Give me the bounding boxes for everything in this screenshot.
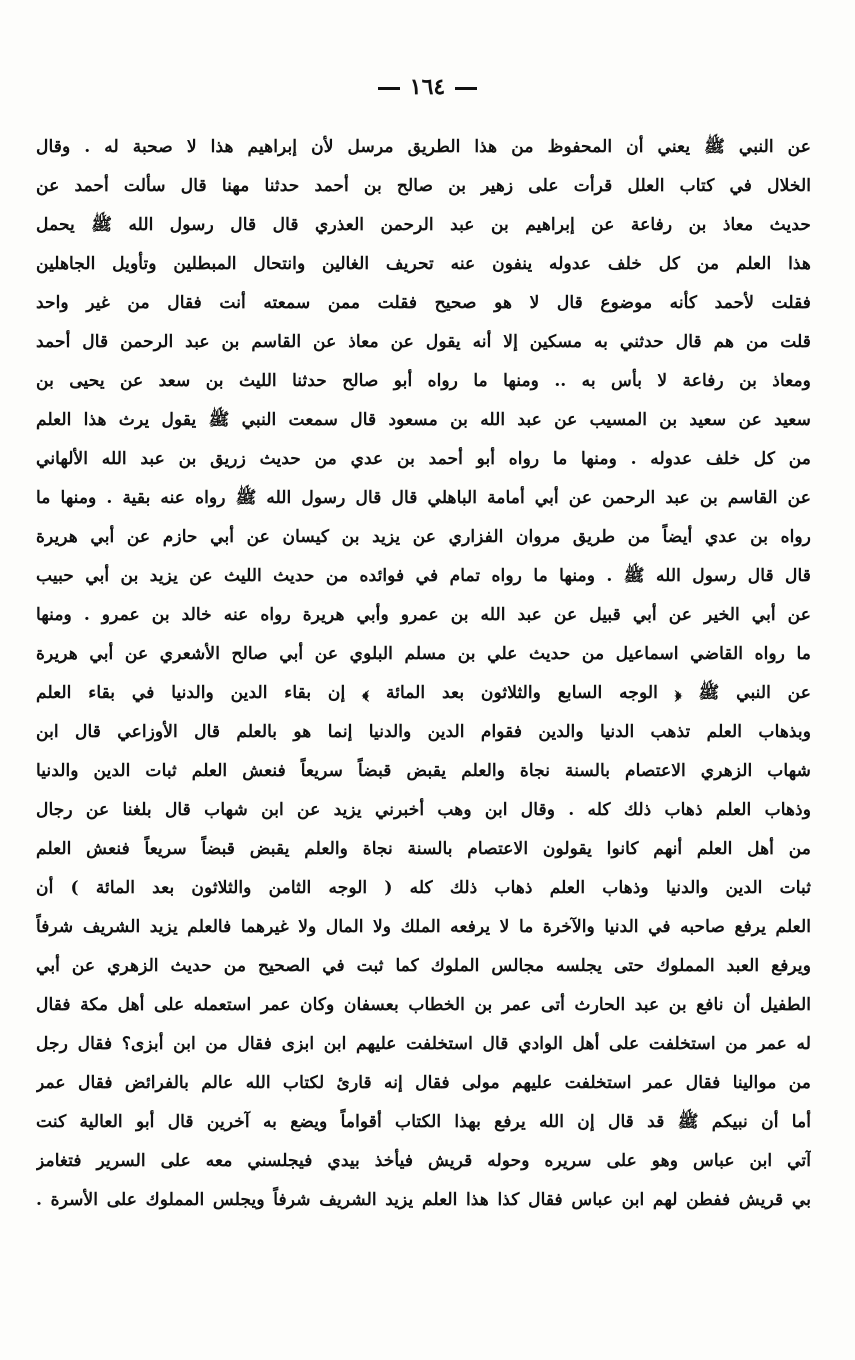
page-number-dash-left xyxy=(378,87,400,90)
text-line: عن أبي الخير عن أبي قبيل عن عبد الله بن عمرو وأبي هريرة رواه عنه خالد بن عمرو . ومنها xyxy=(36,605,811,625)
text-line: هذا العلم من كل خلف عدوله ينفون عنه تحريف الغالين وانتحال المبطلين وتأويل الجاهلين xyxy=(36,254,811,274)
text-line: أما أن نبيكم ﷺ قد قال إن الله يرفع بهذا الكتاب أقواماً ويضع به آخرين قال أبو العالية كنت xyxy=(36,1112,811,1132)
text-line: حديث معاذ بن رفاعة عن إبراهيم بن عبد الرحمن العذري قال قال رسول الله ﷺ يحمل xyxy=(36,215,811,235)
text-line: العلم يرفع صاحبه في الدنيا والآخرة ما لا يرفعه الملك ولا المال ولا غيرهما فالعلم يزيد الشريف شرفاً xyxy=(36,917,811,937)
text-line: عن النبي ﷺ يعني أن المحفوظ من هذا الطريق مرسل لأن إبراهيم هذا لا صحبة له . وقال xyxy=(36,137,811,157)
text-line: قال قال رسول الله ﷺ . ومنها ما رواه تمام في فوائده من حديث الليث عن يزيد بن أبي حبيب xyxy=(36,566,811,586)
text-line: قلت من هم قال حدثني به مسكين إلا أنه يقول عن معاذ عن القاسم بن عبد الرحمن قال أحمد xyxy=(36,332,811,352)
text-line: فقلت لأحمد كأنه موضوع قال لا هو صحيح فقلت ممن سمعته أنت فقال من غير واحد xyxy=(36,293,811,313)
text-line: من موالينا فقال عمر استخلفت عليهم مولى فقال إنه قارئ لكتاب الله عالم بالفرائض فقال عمر xyxy=(36,1073,811,1093)
text-line: ثبات الدين والدنيا وذهاب العلم ذهاب ذلك كله ( الوجه الثامن والثلاثون بعد المائة ) أن xyxy=(36,878,811,898)
text-line: الطفيل أن نافع بن عبد الحارث أتى عمر بن الخطاب بعسفان وكان عمر استعمله على أهل مكة فقال xyxy=(36,995,811,1015)
text-line: عن القاسم بن عبد الرحمن عن أبي أمامة الباهلي قال قال رسول الله ﷺ رواه عنه بقية . ومنها ما xyxy=(36,488,811,508)
text-line: ومعاذ بن رفاعة لا بأس به .. ومنها ما رواه أبو صالح حدثنا الليث بن سعد عن يحيى بن xyxy=(36,371,811,391)
text-line: الخلال في كتاب العلل قرأت على زهير بن صالح بن أحمد حدثنا مهنا قال سألت أحمد عن xyxy=(36,176,811,196)
text-line: وبذهاب العلم تذهب الدنيا والدين فقوام الدين والدنيا إنما هو بالعلم قال الأوزاعي قال ابن xyxy=(36,722,811,742)
text-line: آتي ابن عباس وهو على سريره وحوله قريش فيأخذ بيدي فيجلسني معه على السرير فتغامز xyxy=(36,1151,811,1171)
text-line: سعيد عن سعيد بن المسيب عن عبد الله بن مسعود قال سمعت النبي ﷺ يقول يرث هذا العلم xyxy=(36,410,811,430)
text-line: من أهل العلم أنهم كانوا يقولون الاعتصام بالسنة نجاة والعلم يقبض قبضاً سريعاً فنعش العلم xyxy=(36,839,811,859)
body-text xyxy=(36,128,811,1220)
text-line: ما رواه القاضي اسماعيل من حديث علي بن مسلم البلوي عن أبي صالح الأشعري عن أبي هريرة xyxy=(36,644,811,664)
text-line: رواه بن عدي أيضاً من طريق مروان الفزاري عن يزيد بن كيسان عن أبي حازم عن أبي هريرة xyxy=(36,527,811,547)
text-line: شهاب الزهري الاعتصام بالسنة نجاة والعلم يقبض قبضاً سريعاً فنعش العلم ثبات الدين والدنيا xyxy=(36,761,811,781)
text-line: من كل خلف عدوله . ومنها ما رواه أبو أحمد بن عدي من حديث زريق بن عبد الله الألهاني xyxy=(36,449,811,469)
page-number-text: ١٦٤ xyxy=(409,74,446,100)
text-line: له عمر من استخلفت على أهل الوادي قال استخلفت عليهم ابن ابزى فقال من ابن أبزى؟ فقال رجل xyxy=(36,1034,811,1054)
text-line: ويرفع العبد المملوك حتى يجلسه مجالس الملوك كما ثبت في الصحيح من حديث الزهري عن أبي xyxy=(36,956,811,976)
text-line: عن النبي ﷺ ﴿ الوجه السابع والثلاثون بعد المائة ﴾ إن بقاء الدين والدنيا في بقاء العلم xyxy=(36,683,811,703)
page-number-dash-right xyxy=(455,87,477,90)
text-line: بي قريش ففطن لهم ابن عباس فقال كذا هذا العلم يزيد الشريف شرفاً ويجلس المملوك على الأسرة . xyxy=(36,1190,811,1210)
text-line: وذهاب العلم ذهاب ذلك كله . وقال ابن وهب أخبرني يزيد عن ابن شهاب قال بلغنا عن رجال xyxy=(36,800,811,820)
page-number xyxy=(0,74,855,100)
